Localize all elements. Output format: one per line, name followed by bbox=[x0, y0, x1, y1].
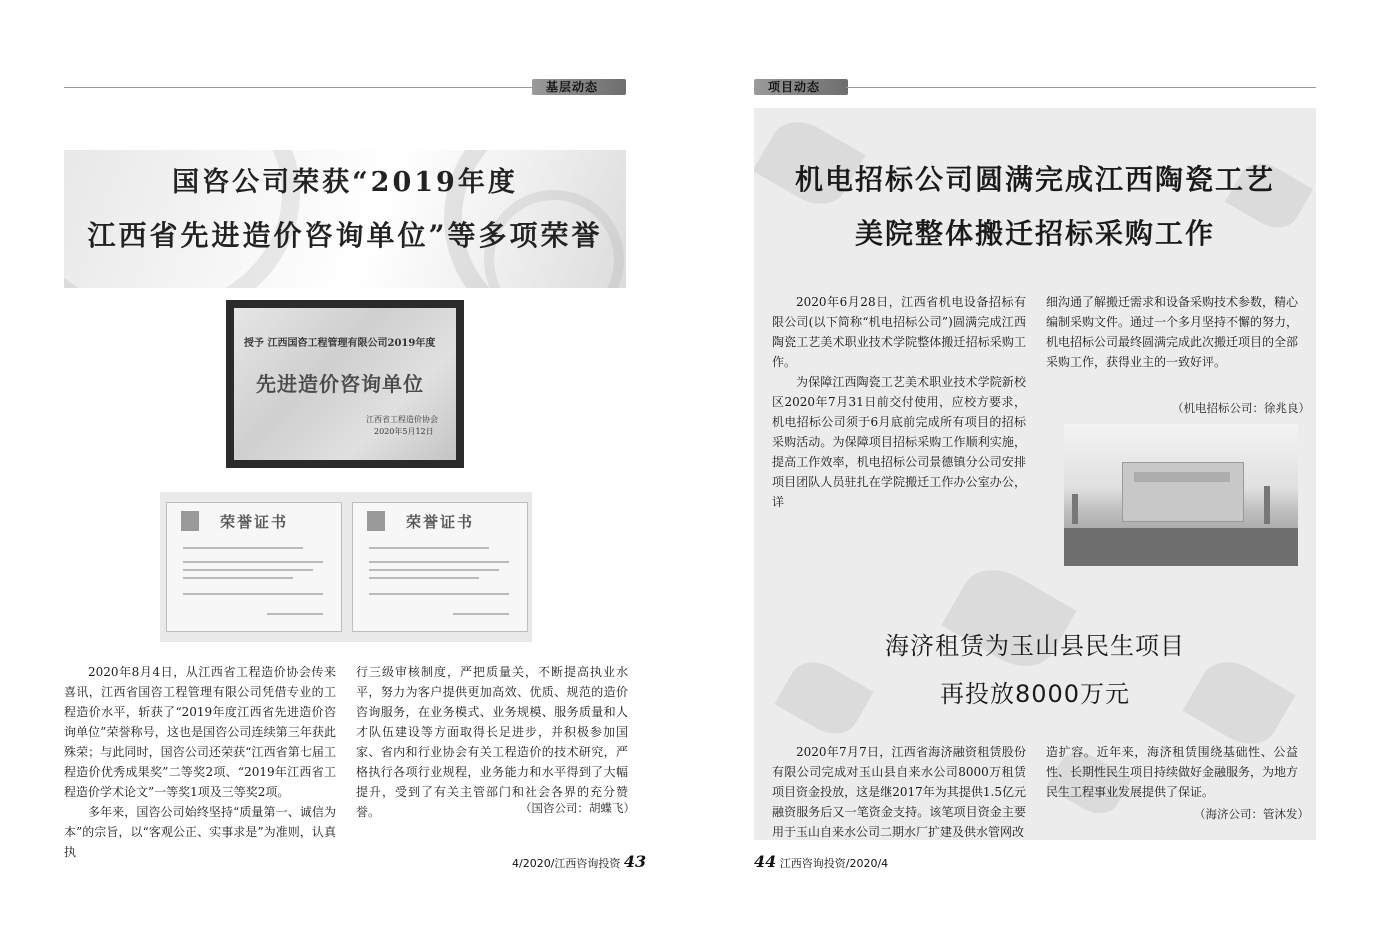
page-number: 43 bbox=[623, 852, 647, 871]
headline-line-1: 国咨公司荣获“2019年度 bbox=[172, 167, 518, 198]
headline-line-2: 江西省先进造价咨询单位”等多项荣誉 bbox=[87, 219, 603, 252]
article-2-column-1 bbox=[772, 742, 1026, 842]
page-number: 44 bbox=[754, 852, 777, 871]
footer-text: 4/2020/江西咨询投资 bbox=[512, 857, 621, 870]
certificate-heading: 荣誉证书 bbox=[219, 513, 288, 531]
article-2-column-2 bbox=[1046, 742, 1298, 802]
section-tag bbox=[754, 79, 848, 95]
section-tag-label: 基层动态 bbox=[546, 80, 599, 94]
paragraph: 多年来，国咨公司始终坚持“质量第一、诚信为本”的宗旨，以“客观公正、实事求是”为准则，认真执 bbox=[64, 805, 336, 859]
paragraph: 2020年7月7日，江西省海济融资租赁股份有限公司完成对玉山县自来水公司8000万租赁项目资金投放，这是继2017年为其提供1.5亿元融资服务后又一笔资金支持。该笔项目资金主要用于玉山自来水公司二期水厂扩建及供水管网改 bbox=[772, 745, 1026, 839]
plaque-issuer: 江西省工程造价协会 bbox=[366, 415, 438, 424]
article-1-column-1 bbox=[772, 292, 1026, 512]
certificates-photo bbox=[160, 492, 532, 642]
byline: （国咨公司：胡蝶飞） bbox=[520, 801, 635, 815]
paragraph: 造扩容。近年来，海济租赁围绕基础性、公益性、长期性民生项目持续做好金融服务，为地方民生工程事业发展提供了保证。 bbox=[1046, 745, 1299, 799]
article-1-column-2 bbox=[1046, 292, 1298, 372]
headline-2-line-1: 海济租赁为玉山县民生项目 bbox=[885, 632, 1185, 660]
byline: （机电招标公司：徐兆良） bbox=[1172, 401, 1310, 415]
page-footer bbox=[754, 852, 888, 871]
campus-building-photo bbox=[1064, 424, 1298, 566]
section-tag bbox=[532, 79, 626, 95]
headline-1-line-1: 机电招标公司圆满完成江西陶瓷工艺 bbox=[794, 163, 1275, 196]
paragraph: 2020年6月28日，江西省机电设备招标有限公司(以下简称“机电招标公司”)圆满完成江西陶瓷工艺美术职业技术学院整体搬迁招标采购工作。 bbox=[772, 295, 1026, 369]
headline-1-line-2: 美院整体搬迁招标采购工作 bbox=[854, 217, 1215, 250]
section-rule bbox=[846, 87, 1316, 88]
paragraph: 为保障江西陶瓷工艺美术职业技术学院新校区2020年7月31日前交付使用，应校方要求，机电招标公司须于6月底前完成所有项目的招标采购活动。为保障项目招标采购工作顺利实施，提高工作效率，机电招标公司景德镇分公司安排项目团队人员驻扎在学院搬迁工作办公室办公，详 bbox=[772, 375, 1026, 509]
right-page bbox=[690, 0, 1380, 930]
page-footer bbox=[512, 852, 646, 871]
section-rule bbox=[64, 87, 534, 88]
certificate-2 bbox=[352, 502, 528, 632]
plaque-line-1: 授予 江西国咨工程管理有限公司2019年度 bbox=[244, 338, 436, 349]
byline: （海济公司：管沐发） bbox=[1194, 807, 1309, 821]
footer-text: 江西咨询投资/2020/4 bbox=[779, 857, 889, 870]
plaque-line-2: 先进造价咨询单位 bbox=[256, 372, 424, 396]
certificate-1 bbox=[166, 502, 342, 632]
paragraph: 2020年8月4日，从江西省工程造价协会传来喜讯，江西省国咨工程管理有限公司凭借专业的工程造价水平，斩获了“2019年度江西省先进造价咨询单位”荣誉称号，这也是国咨公司连续第三年获此殊荣；与此同时，国咨公司还荣获“江西省第七届工程造价优秀成果奖”二等奖2项、“2019年江西省工程造价学术论文”一等奖1项及三等奖2项。 bbox=[64, 665, 336, 799]
paragraph: 行三级审核制度，严把质量关，不断提高执业水平，努力为客户提供更加高效、优质、规范的造价咨询服务，在业务模式、业务规模、服务质量和人才队伍建设等方面取得长足进步，并积极参加国家、省内和行业协会有关工程造价的技术研究，严格执行各项行业规程，业务能力和水平得到了大幅提升，受到了有关主管部门和社会各界的充分赞誉。 bbox=[356, 665, 628, 819]
plaque-date: 2020年5月12日 bbox=[374, 427, 434, 436]
article-column-2 bbox=[356, 662, 628, 822]
award-plaque-photo bbox=[226, 300, 464, 468]
section-tag-label: 项目动态 bbox=[768, 80, 821, 94]
paragraph: 细沟通了解搬迁需求和设备采购技术参数，精心编制采购文件。通过一个多月坚持不懈的努力，机电招标公司最终圆满完成此次搬迁项目的全部采购工作，获得业主的一致好评。 bbox=[1046, 295, 1299, 369]
certificate-heading: 荣誉证书 bbox=[405, 513, 474, 531]
article-column-1 bbox=[64, 662, 336, 862]
headline-2-line-2: 再投放8000万元 bbox=[939, 680, 1131, 708]
